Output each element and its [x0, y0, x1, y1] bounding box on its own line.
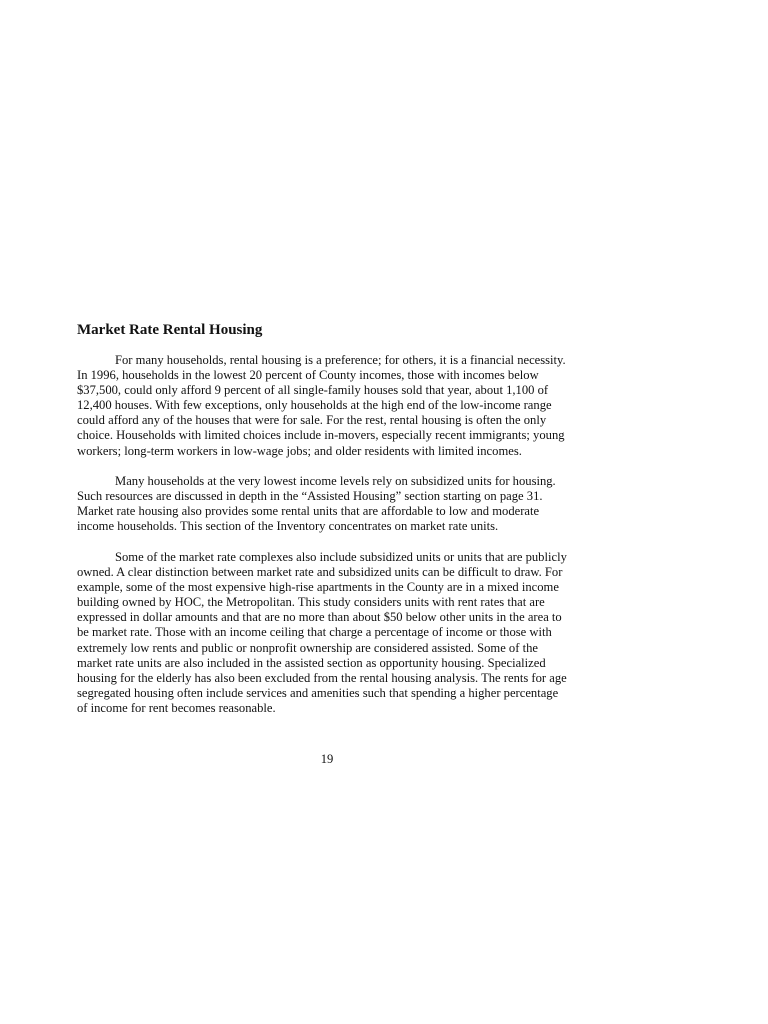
text-line: income households. This section of the Inventory concentrates on market rate units. — [77, 519, 499, 534]
text-line: Market rate housing also provides some rental units that are affordable to low and moderate — [77, 504, 540, 519]
text-line: market rate units are also included in the assisted section as opportunity housing. Specialized — [77, 655, 546, 670]
text-line: Such resources are discussed in depth in the “Assisted Housing” section starting on page 31. — [77, 489, 543, 504]
text-line: of income for rent becomes reasonable. — [77, 700, 276, 715]
text-line: building owned by HOC, the Metropolitan. This study considers units with rent rates that are — [77, 595, 545, 610]
text-line: expressed in dollar amounts and that are no more than about $50 below other units in the area to — [77, 610, 562, 625]
text-line: Many households at the very lowest income levels rely on subsidized units for housing. — [115, 474, 556, 488]
section-heading: Market Rate Rental Housing — [77, 322, 263, 338]
text-line: choice. Households with limited choices include in-movers, especially recent immigrants; young — [77, 428, 565, 443]
paragraph-2 — [77, 474, 597, 534]
text-line: 12,400 houses. With few exceptions, only households at the high end of the low-income range — [77, 398, 552, 413]
text-line: segregated housing often include services and amenities such that spending a higher percentage — [77, 685, 559, 700]
text-line: For many households, rental housing is a preference; for others, it is a financial necessity. — [115, 353, 566, 367]
text-line: example, some of the most expensive high-rise apartments in the County are in a mixed income — [77, 580, 559, 595]
paragraph-1 — [77, 353, 597, 459]
page-number: 19 — [320, 752, 334, 766]
text-line: Some of the market rate complexes also include subsidized units or units that are publicly — [115, 550, 567, 564]
text-line: In 1996, households in the lowest 20 percent of County incomes, those with incomes below — [77, 368, 539, 383]
paragraph-3 — [77, 550, 597, 716]
text-line: housing for the elderly has also been excluded from the rental housing analysis. The rents for age — [77, 670, 567, 685]
text-line: workers; long-term workers in low-wage jobs; and older residents with limited incomes. — [77, 443, 522, 458]
text-line: be market rate. Those with an income ceiling that charge a percentage of income or those with — [77, 625, 552, 640]
text-line: $37,500, could only afford 9 percent of all single-family houses sold that year, about 1,100 of — [77, 383, 549, 398]
text-line: extremely low rents and public or nonprofit ownership are considered assisted. Some of the — [77, 640, 538, 655]
text-line: owned. A clear distinction between market rate and subsidized units can be difficult to draw. For — [77, 565, 563, 580]
text-line: could afford any of the houses that were for sale. For the rest, rental housing is often the only — [77, 413, 547, 428]
